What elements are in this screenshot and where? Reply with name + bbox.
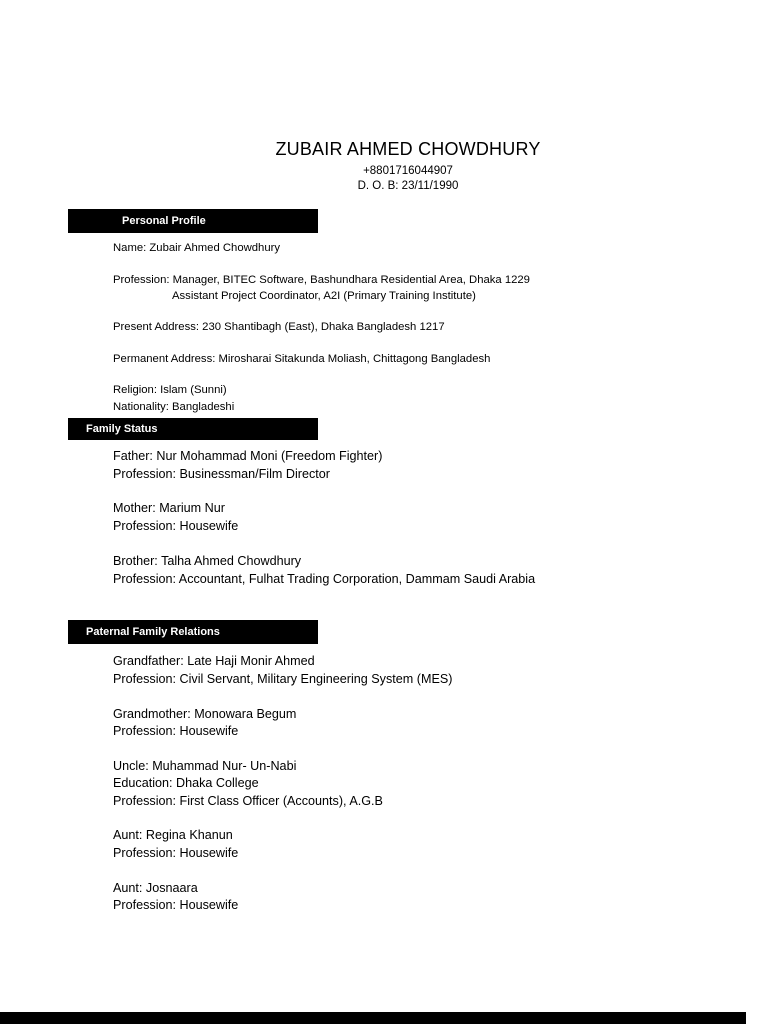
profile-nationality: Nationality: Bangladeshi <box>113 401 235 413</box>
profile-profession-primary: Profession: Manager, BITEC Software, Bashundhara Residential Area, Dhaka 1229 <box>113 274 530 286</box>
profile-permanent-address: Permanent Address: Mirosharai Sitakunda Moliash, Chittagong Bangladesh <box>113 353 491 365</box>
page-bottom-border <box>0 1012 746 1024</box>
resume-name-title: ZUBAIR AHMED CHOWDHURY <box>275 139 541 159</box>
family-brother: Brother: Talha Ahmed Chowdhury <box>113 554 302 568</box>
profile-religion: Religion: Islam (Sunni) <box>113 384 227 396</box>
family-mother-profession: Profession: Housewife <box>113 519 239 533</box>
section-header-personal-profile: Personal Profile <box>68 209 318 233</box>
paternal-aunt-josnaara-profession: Profession: Housewife <box>113 898 239 912</box>
date-of-birth: D. O. B: 23/11/1990 <box>357 180 459 192</box>
phone-number: +8801716044907 <box>363 165 453 177</box>
profile-present-address: Present Address: 230 Shantibagh (East), Dhaka Bangladesh 1217 <box>113 321 445 333</box>
family-mother: Mother: Marium Nur <box>113 501 225 515</box>
family-brother-profession: Profession: Accountant, Fulhat Trading Corporation, Dammam Saudi Arabia <box>113 572 536 586</box>
paternal-aunt-josnaara: Aunt: Josnaara <box>113 881 198 895</box>
paternal-grandfather: Grandfather: Late Haji Monir Ahmed <box>113 654 315 668</box>
paternal-uncle: Uncle: Muhammad Nur- Un-Nabi <box>113 759 297 773</box>
section-header-family-status: Family Status <box>68 418 318 440</box>
paternal-grandmother: Grandmother: Monowara Begum <box>113 707 297 721</box>
family-father-profession: Profession: Businessman/Film Director <box>113 467 330 481</box>
paternal-grandmother-profession: Profession: Housewife <box>113 724 239 738</box>
paternal-uncle-profession: Profession: First Class Officer (Accounts), A.G.B <box>113 794 383 808</box>
profile-name: Name: Zubair Ahmed Chowdhury <box>113 242 281 254</box>
profile-profession-secondary: Assistant Project Coordinator, A2I (Primary Training Institute) <box>172 290 476 302</box>
paternal-aunt-regina: Aunt: Regina Khanun <box>113 828 233 842</box>
paternal-aunt-regina-profession: Profession: Housewife <box>113 846 239 860</box>
family-father: Father: Nur Mohammad Moni (Freedom Fighter) <box>113 449 383 463</box>
section-header-paternal-relations: Paternal Family Relations <box>68 620 318 644</box>
paternal-uncle-education: Education: Dhaka College <box>113 776 259 790</box>
paternal-grandfather-profession: Profession: Civil Servant, Military Engineering System (MES) <box>113 672 453 686</box>
